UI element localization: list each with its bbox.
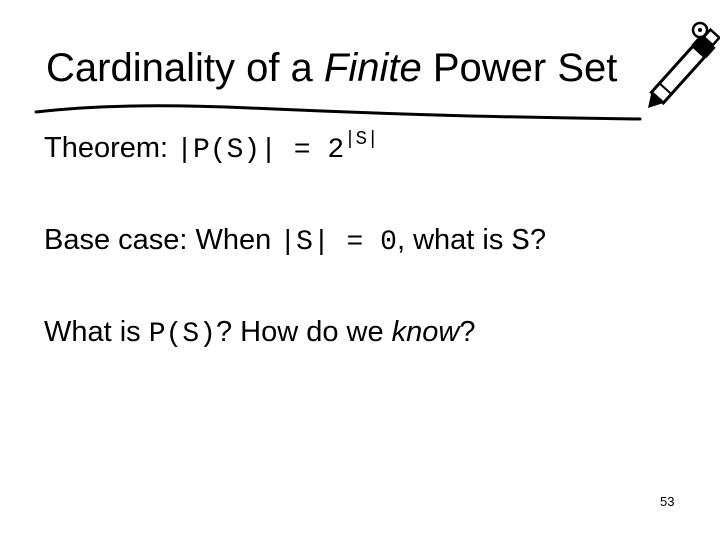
base-case-line bbox=[44, 222, 546, 261]
question-text-end: ? bbox=[459, 316, 476, 348]
question-line bbox=[44, 314, 476, 353]
title-text-start: Cardinality of a bbox=[46, 46, 324, 90]
theorem-expression: |P(S)| = 2 bbox=[176, 135, 345, 166]
base-case-variable: S bbox=[511, 224, 531, 259]
title-text-end: Power Set bbox=[421, 46, 618, 90]
question-text-start: What is bbox=[44, 316, 149, 348]
base-case-text-mid: , what is bbox=[396, 224, 512, 256]
question-text-mid: ? How do we bbox=[215, 316, 392, 348]
theorem-line bbox=[44, 130, 378, 170]
theorem-label: Theorem: bbox=[44, 132, 177, 164]
question-emphasis: know bbox=[391, 316, 460, 348]
page-number: 53 bbox=[660, 494, 675, 509]
base-case-text-end: ? bbox=[530, 224, 547, 256]
base-case-text-start: Base case: When bbox=[44, 224, 280, 256]
question-expression: P(S) bbox=[148, 319, 216, 350]
base-case-condition: |S| = 0 bbox=[279, 227, 397, 258]
theorem-exponent: |S| bbox=[344, 128, 379, 150]
title-emphasis: Finite bbox=[323, 46, 422, 90]
